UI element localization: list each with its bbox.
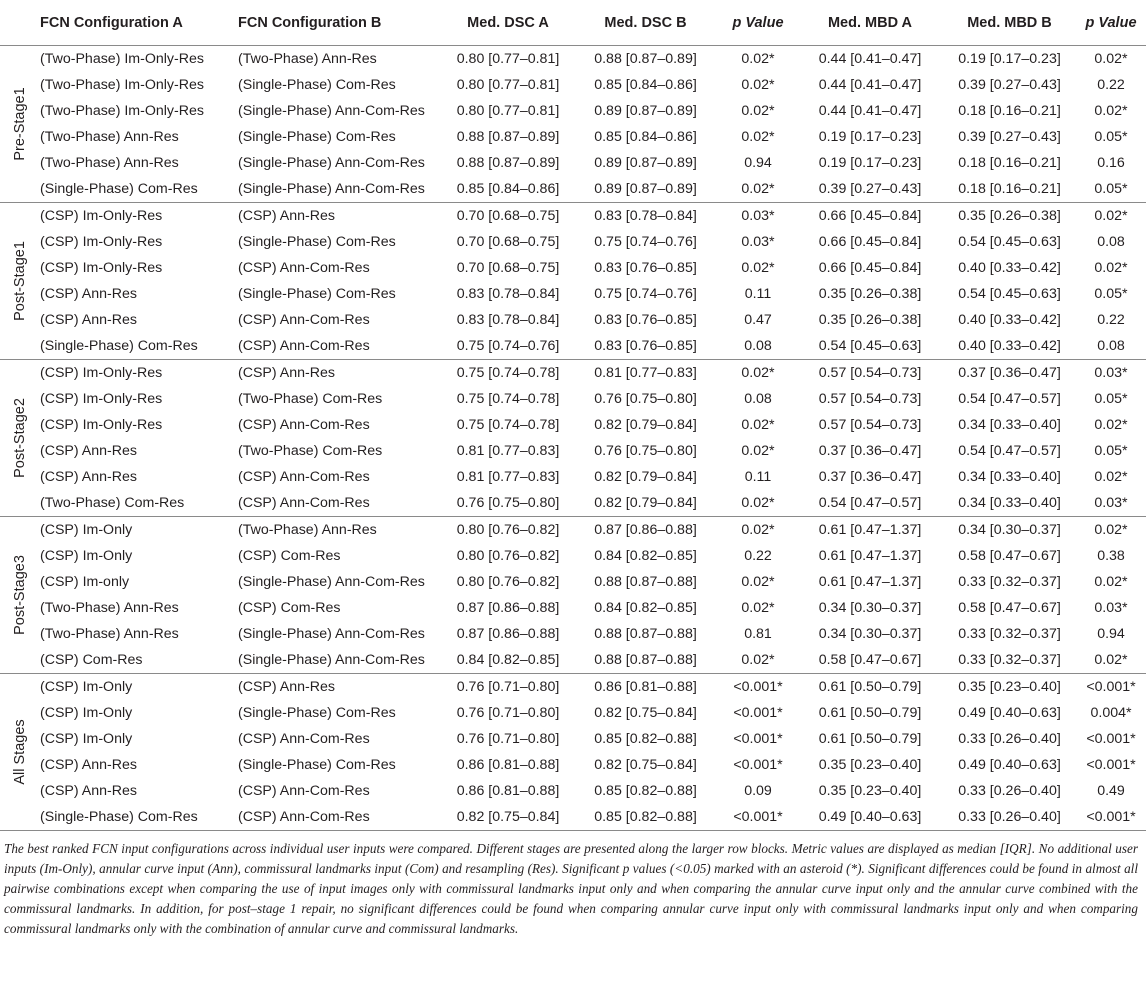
table-row xyxy=(0,412,1146,438)
cell-dsc-a: 0.85 [0.84–0.86] xyxy=(444,176,572,203)
cell-p-value-mbd: 0.02* xyxy=(1076,647,1146,674)
cell-p-value-mbd: 0.02* xyxy=(1094,522,1128,538)
table-row xyxy=(0,229,1146,255)
cell-p-value-dsc: 0.94 xyxy=(744,155,772,171)
cell-p-value-dsc: 0.02* xyxy=(741,260,775,276)
cell-config-b: (Single-Phase) Ann-Com-Res xyxy=(238,626,425,642)
cell-config-b: (CSP) Ann-Com-Res xyxy=(238,731,370,747)
cell-mbd-b: 0.40 [0.33–0.42] xyxy=(958,312,1061,328)
cell-config-b: (CSP) Com-Res xyxy=(238,548,341,564)
header-p-value-dsc: p Value xyxy=(719,0,797,46)
cell-dsc-a: 0.81 [0.77–0.83] xyxy=(456,469,560,485)
table-caption: The best ranked FCN input configurations across individual user inputs were compared. Different stages are presented along the larger row blocks. Metric values are displayed as median [IQR]. No additional user inputs (Im-Only), annular curve input (Ann), commissural landmarks input (Com) and resampling (Res). Significant p values (<0.05) marked with an asteroid (*). Significant differences could be found in almost all pairwise combinations except when comparing the use of input images only with commissural landmarks input only and when comparing the annular curve input only and the annular curve combined with the commissural landmarks. In addition, for post–stage 1 repair, no significant differences could be found when comparing annular curve input only with commissural landmarks input only and when comparing commissural landmarks only with the combination of annular curve and commissural landmarks. xyxy=(4,841,1138,936)
cell-config-b: (CSP) Ann-Com-Res xyxy=(238,417,370,433)
cell-mbd-b: 0.33 [0.26–0.40] xyxy=(958,731,1061,747)
cell-p-value-dsc: 0.09 xyxy=(744,783,772,799)
cell-mbd-b: 0.40 [0.33–0.42] xyxy=(958,260,1061,276)
cell-mbd-b: 0.37 [0.36–0.47] xyxy=(958,365,1061,381)
cell-config-a: (Two-Phase) Im-Only-Res xyxy=(40,103,204,119)
cell-dsc-b: 0.82 [0.75–0.84] xyxy=(594,705,697,721)
cell-dsc-a: 0.76 [0.71–0.80] xyxy=(456,705,560,721)
cell-config-a: (CSP) Ann-Res xyxy=(40,312,137,328)
cell-config-a: (Two-Phase) Ann-Res xyxy=(40,600,179,616)
cell-mbd-b: 0.34 [0.33–0.40] xyxy=(943,490,1076,517)
header-p-value-mbd: p Value xyxy=(1076,0,1146,46)
cell-dsc-a: 0.76 [0.71–0.80] xyxy=(456,731,560,747)
table-row xyxy=(0,255,1146,281)
cell-config-a: (CSP) Im-Only xyxy=(40,522,133,538)
cell-config-a: (CSP) Im-Only-Res xyxy=(40,417,163,433)
cell-p-value-dsc: 0.02* xyxy=(741,522,775,538)
stage-label: Pre-Stage1 xyxy=(12,87,28,161)
cell-config-b: (CSP) Ann-Com-Res xyxy=(238,804,444,831)
cell-mbd-a: 0.44 [0.41–0.47] xyxy=(818,77,922,93)
table-row xyxy=(0,517,1146,544)
cell-mbd-a: 0.34 [0.30–0.37] xyxy=(818,626,922,642)
cell-dsc-b: 0.85 [0.82–0.88] xyxy=(572,804,719,831)
table-body xyxy=(0,46,1146,831)
cell-mbd-a: 0.19 [0.17–0.23] xyxy=(818,155,922,171)
cell-config-b: (CSP) Ann-Com-Res xyxy=(238,490,444,517)
header-config-a: FCN Configuration A xyxy=(40,0,238,46)
cell-mbd-a: 0.54 [0.45–0.63] xyxy=(797,333,943,360)
cell-dsc-b: 0.87 [0.86–0.88] xyxy=(594,522,697,538)
cell-config-b: (CSP) Ann-Com-Res xyxy=(238,333,444,360)
cell-dsc-a: 0.80 [0.77–0.81] xyxy=(456,103,560,119)
stage-group-cell xyxy=(0,203,40,360)
cell-mbd-b: 0.49 [0.40–0.63] xyxy=(958,757,1061,773)
cell-config-a: (CSP) Im-Only xyxy=(40,705,133,721)
cell-dsc-a: 0.80 [0.76–0.82] xyxy=(456,522,560,538)
cell-dsc-b: 0.83 [0.76–0.85] xyxy=(572,333,719,360)
cell-mbd-b: 0.54 [0.47–0.57] xyxy=(958,443,1061,459)
cell-dsc-b: 0.85 [0.84–0.86] xyxy=(594,77,697,93)
cell-p-value-mbd: 0.03* xyxy=(1094,600,1128,616)
cell-p-value-mbd: 0.004* xyxy=(1090,705,1132,721)
table-row xyxy=(0,46,1146,73)
table-row xyxy=(0,674,1146,701)
table-row xyxy=(0,72,1146,98)
cell-dsc-a: 0.83 [0.78–0.84] xyxy=(456,286,560,302)
cell-config-b: (Single-Phase) Ann-Com-Res xyxy=(238,155,425,171)
cell-mbd-a: 0.66 [0.45–0.84] xyxy=(818,234,922,250)
cell-dsc-b: 0.81 [0.77–0.83] xyxy=(594,365,697,381)
cell-mbd-b: 0.18 [0.16–0.21] xyxy=(958,103,1061,119)
cell-mbd-b: 0.33 [0.26–0.40] xyxy=(958,783,1061,799)
cell-mbd-a: 0.39 [0.27–0.43] xyxy=(797,176,943,203)
cell-dsc-a: 0.80 [0.77–0.81] xyxy=(456,51,560,67)
cell-dsc-b: 0.89 [0.87–0.89] xyxy=(594,103,697,119)
cell-p-value-dsc: 0.03* xyxy=(741,234,775,250)
cell-mbd-b: 0.33 [0.32–0.37] xyxy=(958,626,1061,642)
cell-config-b: (CSP) Ann-Res xyxy=(238,365,335,381)
cell-mbd-a: 0.57 [0.54–0.73] xyxy=(818,417,922,433)
cell-p-value-mbd: 0.22 xyxy=(1097,77,1125,93)
cell-dsc-b: 0.76 [0.75–0.80] xyxy=(594,443,697,459)
stage-label: Post-Stage1 xyxy=(12,241,28,321)
cell-dsc-a: 0.87 [0.86–0.88] xyxy=(456,600,560,616)
cell-config-a: (CSP) Im-Only-Res xyxy=(40,208,163,224)
cell-p-value-mbd: 0.02* xyxy=(1094,417,1128,433)
cell-mbd-b: 0.49 [0.40–0.63] xyxy=(958,705,1061,721)
table-row xyxy=(0,569,1146,595)
cell-config-a: (Two-Phase) Ann-Res xyxy=(40,155,179,171)
table-row xyxy=(0,595,1146,621)
cell-mbd-a: 0.61 [0.50–0.79] xyxy=(818,731,922,747)
cell-dsc-a: 0.75 [0.74–0.78] xyxy=(456,391,560,407)
cell-config-b: (Single-Phase) Com-Res xyxy=(238,757,396,773)
cell-dsc-b: 0.89 [0.87–0.89] xyxy=(572,176,719,203)
cell-mbd-b: 0.34 [0.33–0.40] xyxy=(958,469,1061,485)
stage-group-cell xyxy=(0,517,40,674)
cell-p-value-mbd: 0.02* xyxy=(1094,469,1128,485)
cell-p-value-dsc: 0.02* xyxy=(719,647,797,674)
cell-mbd-a: 0.57 [0.54–0.73] xyxy=(818,365,922,381)
stage-label: Post-Stage2 xyxy=(12,398,28,478)
cell-dsc-a: 0.76 [0.75–0.80] xyxy=(444,490,572,517)
cell-dsc-a: 0.80 [0.76–0.82] xyxy=(456,548,560,564)
table-row xyxy=(0,700,1146,726)
stage-group-cell xyxy=(0,360,40,517)
cell-config-b: (Single-Phase) Com-Res xyxy=(238,234,396,250)
cell-dsc-b: 0.82 [0.79–0.84] xyxy=(572,490,719,517)
table-row xyxy=(0,203,1146,230)
stage-group-cell xyxy=(0,46,40,203)
cell-mbd-b: 0.18 [0.16–0.21] xyxy=(958,155,1061,171)
cell-p-value-mbd: 0.03* xyxy=(1076,490,1146,517)
cell-p-value-dsc: 0.02* xyxy=(741,77,775,93)
cell-config-b: (Single-Phase) Com-Res xyxy=(238,77,396,93)
cell-dsc-b: 0.82 [0.75–0.84] xyxy=(594,757,697,773)
cell-config-a: (CSP) Ann-Res xyxy=(40,783,137,799)
cell-mbd-b: 0.33 [0.26–0.40] xyxy=(943,804,1076,831)
cell-p-value-mbd: 0.22 xyxy=(1097,312,1125,328)
cell-dsc-a: 0.70 [0.68–0.75] xyxy=(456,260,560,276)
cell-p-value-mbd: 0.08 xyxy=(1097,234,1125,250)
cell-p-value-mbd: 0.05* xyxy=(1094,129,1128,145)
cell-dsc-a: 0.84 [0.82–0.85] xyxy=(444,647,572,674)
cell-p-value-dsc: <0.001* xyxy=(733,731,783,747)
cell-dsc-a: 0.86 [0.81–0.88] xyxy=(456,783,560,799)
cell-dsc-b: 0.83 [0.76–0.85] xyxy=(594,312,697,328)
cell-dsc-b: 0.83 [0.78–0.84] xyxy=(594,208,697,224)
cell-mbd-a: 0.37 [0.36–0.47] xyxy=(818,443,922,459)
cell-dsc-a: 0.81 [0.77–0.83] xyxy=(456,443,560,459)
table-row xyxy=(0,778,1146,804)
cell-dsc-a: 0.82 [0.75–0.84] xyxy=(444,804,572,831)
cell-config-a: (Two-Phase) Im-Only-Res xyxy=(40,51,204,67)
cell-p-value-dsc: 0.11 xyxy=(744,286,772,302)
cell-p-value-dsc: 0.81 xyxy=(744,626,772,642)
header-mbd-b: Med. MBD B xyxy=(943,0,1076,46)
table-row xyxy=(0,150,1146,176)
cell-mbd-a: 0.19 [0.17–0.23] xyxy=(818,129,922,145)
header-config-b: FCN Configuration B xyxy=(238,0,444,46)
cell-p-value-mbd: 0.05* xyxy=(1094,286,1128,302)
cell-config-b: (CSP) Ann-Com-Res xyxy=(238,469,370,485)
cell-mbd-a: 0.35 [0.23–0.40] xyxy=(818,783,922,799)
cell-config-b: (CSP) Ann-Com-Res xyxy=(238,783,370,799)
cell-p-value-dsc: 0.02* xyxy=(741,600,775,616)
cell-dsc-a: 0.80 [0.76–0.82] xyxy=(456,574,560,590)
cell-dsc-b: 0.82 [0.79–0.84] xyxy=(594,469,697,485)
cell-mbd-a: 0.66 [0.45–0.84] xyxy=(818,208,922,224)
cell-mbd-a: 0.61 [0.50–0.79] xyxy=(818,705,922,721)
cell-config-a: (CSP) Im-Only-Res xyxy=(40,391,163,407)
cell-mbd-a: 0.37 [0.36–0.47] xyxy=(818,469,922,485)
cell-p-value-mbd: 0.05* xyxy=(1076,176,1146,203)
cell-p-value-dsc: 0.22 xyxy=(744,548,772,564)
cell-p-value-mbd: <0.001* xyxy=(1086,731,1136,747)
cell-mbd-b: 0.54 [0.47–0.57] xyxy=(958,391,1061,407)
cell-mbd-a: 0.58 [0.47–0.67] xyxy=(797,647,943,674)
table-row xyxy=(0,333,1146,360)
cell-p-value-dsc: <0.001* xyxy=(733,705,783,721)
cell-p-value-mbd: 0.05* xyxy=(1094,443,1128,459)
cell-mbd-b: 0.58 [0.47–0.67] xyxy=(958,548,1061,564)
cell-config-a: (CSP) Ann-Res xyxy=(40,757,137,773)
header-dsc-b: Med. DSC B xyxy=(572,0,719,46)
cell-mbd-a: 0.57 [0.54–0.73] xyxy=(818,391,922,407)
cell-p-value-dsc: 0.47 xyxy=(744,312,772,328)
cell-dsc-b: 0.85 [0.84–0.86] xyxy=(594,129,697,145)
cell-dsc-b: 0.76 [0.75–0.80] xyxy=(594,391,697,407)
cell-config-b: (Two-Phase) Com-Res xyxy=(238,443,383,459)
stage-group-cell xyxy=(0,674,40,831)
cell-mbd-b: 0.19 [0.17–0.23] xyxy=(958,51,1061,67)
cell-dsc-a: 0.70 [0.68–0.75] xyxy=(456,234,560,250)
cell-mbd-b: 0.40 [0.33–0.42] xyxy=(943,333,1076,360)
cell-p-value-mbd: <0.001* xyxy=(1076,804,1146,831)
cell-dsc-a: 0.87 [0.86–0.88] xyxy=(456,626,560,642)
cell-dsc-b: 0.85 [0.82–0.88] xyxy=(594,783,697,799)
cell-dsc-b: 0.75 [0.74–0.76] xyxy=(594,234,697,250)
cell-config-b: (Single-Phase) Ann-Com-Res xyxy=(238,647,444,674)
cell-p-value-dsc: 0.08 xyxy=(719,333,797,360)
cell-config-b: (Single-Phase) Com-Res xyxy=(238,286,396,302)
cell-config-a: (CSP) Ann-Res xyxy=(40,469,137,485)
cell-dsc-b: 0.82 [0.79–0.84] xyxy=(594,417,697,433)
cell-config-a: (Single-Phase) Com-Res xyxy=(40,333,238,360)
cell-config-b: (Two-Phase) Ann-Res xyxy=(238,51,377,67)
cell-mbd-a: 0.35 [0.26–0.38] xyxy=(818,312,922,328)
cell-p-value-mbd: <0.001* xyxy=(1086,679,1136,695)
cell-mbd-a: 0.35 [0.23–0.40] xyxy=(818,757,922,773)
cell-p-value-mbd: 0.02* xyxy=(1094,51,1128,67)
cell-dsc-a: 0.80 [0.77–0.81] xyxy=(456,77,560,93)
cell-p-value-dsc: 0.02* xyxy=(741,103,775,119)
cell-dsc-b: 0.84 [0.82–0.85] xyxy=(594,600,697,616)
cell-dsc-b: 0.84 [0.82–0.85] xyxy=(594,548,697,564)
cell-config-a: (CSP) Ann-Res xyxy=(40,286,137,302)
table-row xyxy=(0,281,1146,307)
cell-config-a: (Two-Phase) Im-Only-Res xyxy=(40,77,204,93)
table-row xyxy=(0,752,1146,778)
cell-config-a: (CSP) Im-Only xyxy=(40,548,133,564)
cell-dsc-b: 0.88 [0.87–0.88] xyxy=(594,626,697,642)
header-mbd-a: Med. MBD A xyxy=(797,0,943,46)
cell-config-a: (CSP) Im-Only xyxy=(40,679,133,695)
cell-dsc-b: 0.88 [0.87–0.88] xyxy=(572,647,719,674)
cell-p-value-dsc: 0.08 xyxy=(744,391,772,407)
cell-config-b: (CSP) Com-Res xyxy=(238,600,341,616)
cell-mbd-b: 0.39 [0.27–0.43] xyxy=(958,129,1061,145)
cell-dsc-a: 0.75 [0.74–0.78] xyxy=(456,365,560,381)
cell-p-value-dsc: 0.02* xyxy=(741,443,775,459)
table-row xyxy=(0,647,1146,674)
cell-dsc-b: 0.86 [0.81–0.88] xyxy=(594,679,697,695)
cell-mbd-a: 0.61 [0.47–1.37] xyxy=(818,548,922,564)
cell-mbd-a: 0.54 [0.47–0.57] xyxy=(797,490,943,517)
table-row xyxy=(0,726,1146,752)
cell-config-a: (CSP) Im-Only-Res xyxy=(40,260,163,276)
cell-p-value-mbd: 0.05* xyxy=(1094,391,1128,407)
cell-config-a: (Single-Phase) Com-Res xyxy=(40,804,238,831)
cell-dsc-a: 0.88 [0.87–0.89] xyxy=(456,129,560,145)
header-dsc-a: Med. DSC A xyxy=(444,0,572,46)
cell-p-value-dsc: <0.001* xyxy=(719,804,797,831)
cell-config-a: (CSP) Im-only xyxy=(40,574,130,590)
cell-config-a: (CSP) Ann-Res xyxy=(40,443,137,459)
cell-config-a: (Single-Phase) Com-Res xyxy=(40,176,238,203)
table-row xyxy=(0,360,1146,387)
cell-config-a: (CSP) Im-Only xyxy=(40,731,133,747)
cell-config-b: (Two-Phase) Com-Res xyxy=(238,391,383,407)
cell-dsc-b: 0.89 [0.87–0.89] xyxy=(594,155,697,171)
cell-p-value-dsc: 0.02* xyxy=(719,490,797,517)
cell-p-value-mbd: 0.03* xyxy=(1094,365,1128,381)
cell-dsc-b: 0.83 [0.76–0.85] xyxy=(594,260,697,276)
header-stage-spacer xyxy=(0,0,40,46)
cell-mbd-b: 0.35 [0.26–0.38] xyxy=(958,208,1061,224)
cell-dsc-b: 0.88 [0.87–0.88] xyxy=(594,574,697,590)
cell-p-value-dsc: 0.02* xyxy=(741,574,775,590)
cell-config-b: (CSP) Ann-Com-Res xyxy=(238,260,370,276)
cell-mbd-b: 0.33 [0.32–0.37] xyxy=(943,647,1076,674)
header-row xyxy=(0,0,1146,46)
cell-config-a: (Two-Phase) Com-Res xyxy=(40,490,238,517)
cell-p-value-dsc: 0.02* xyxy=(719,176,797,203)
cell-dsc-a: 0.75 [0.74–0.76] xyxy=(444,333,572,360)
cell-p-value-mbd: 0.94 xyxy=(1097,626,1125,642)
table-row xyxy=(0,804,1146,831)
cell-p-value-dsc: 0.02* xyxy=(741,365,775,381)
cell-p-value-mbd: <0.001* xyxy=(1086,757,1136,773)
cell-config-b: (CSP) Ann-Res xyxy=(238,208,335,224)
cell-config-a: (Two-Phase) Ann-Res xyxy=(40,626,179,642)
table-row xyxy=(0,621,1146,647)
cell-mbd-b: 0.34 [0.30–0.37] xyxy=(958,522,1061,538)
cell-p-value-dsc: <0.001* xyxy=(733,757,783,773)
table-row xyxy=(0,386,1146,412)
cell-mbd-a: 0.61 [0.47–1.37] xyxy=(818,522,922,538)
cell-p-value-mbd: 0.16 xyxy=(1097,155,1125,171)
table-row xyxy=(0,176,1146,203)
cell-config-b: (Single-Phase) Ann-Com-Res xyxy=(238,103,425,119)
cell-mbd-b: 0.34 [0.33–0.40] xyxy=(958,417,1061,433)
cell-dsc-b: 0.75 [0.74–0.76] xyxy=(594,286,697,302)
cell-mbd-b: 0.58 [0.47–0.67] xyxy=(958,600,1061,616)
cell-mbd-b: 0.54 [0.45–0.63] xyxy=(958,286,1061,302)
cell-config-b: (Two-Phase) Ann-Res xyxy=(238,522,377,538)
cell-mbd-a: 0.35 [0.26–0.38] xyxy=(818,286,922,302)
cell-mbd-a: 0.49 [0.40–0.63] xyxy=(797,804,943,831)
cell-mbd-a: 0.44 [0.41–0.47] xyxy=(818,103,922,119)
cell-config-b: (Single-Phase) Com-Res xyxy=(238,705,396,721)
cell-config-b: (Single-Phase) Ann-Com-Res xyxy=(238,574,425,590)
table-row xyxy=(0,464,1146,490)
cell-dsc-a: 0.83 [0.78–0.84] xyxy=(456,312,560,328)
cell-p-value-dsc: 0.02* xyxy=(741,129,775,145)
cell-mbd-a: 0.61 [0.50–0.79] xyxy=(818,679,922,695)
cell-dsc-a: 0.75 [0.74–0.78] xyxy=(456,417,560,433)
cell-p-value-mbd: 0.08 xyxy=(1076,333,1146,360)
cell-p-value-mbd: 0.38 xyxy=(1097,548,1125,564)
cell-dsc-a: 0.86 [0.81–0.88] xyxy=(456,757,560,773)
cell-config-b: (Single-Phase) Ann-Com-Res xyxy=(238,176,444,203)
cell-dsc-b: 0.88 [0.87–0.89] xyxy=(594,51,697,67)
cell-p-value-mbd: 0.02* xyxy=(1094,103,1128,119)
cell-config-b: (Single-Phase) Com-Res xyxy=(238,129,396,145)
cell-p-value-mbd: 0.49 xyxy=(1097,783,1125,799)
cell-p-value-dsc: 0.03* xyxy=(741,208,775,224)
cell-config-b: (CSP) Ann-Res xyxy=(238,679,335,695)
cell-p-value-mbd: 0.02* xyxy=(1094,574,1128,590)
table-row xyxy=(0,490,1146,517)
cell-config-a: (Two-Phase) Ann-Res xyxy=(40,129,179,145)
cell-mbd-a: 0.61 [0.47–1.37] xyxy=(818,574,922,590)
cell-dsc-a: 0.76 [0.71–0.80] xyxy=(456,679,560,695)
cell-config-a: (CSP) Com-Res xyxy=(40,647,238,674)
cell-p-value-dsc: <0.001* xyxy=(733,679,783,695)
cell-dsc-a: 0.88 [0.87–0.89] xyxy=(456,155,560,171)
cell-config-a: (CSP) Im-Only-Res xyxy=(40,365,163,381)
stage-label: Post-Stage3 xyxy=(12,555,28,635)
cell-p-value-mbd: 0.02* xyxy=(1094,260,1128,276)
cell-mbd-a: 0.34 [0.30–0.37] xyxy=(818,600,922,616)
cell-mbd-b: 0.33 [0.32–0.37] xyxy=(958,574,1061,590)
cell-p-value-dsc: 0.02* xyxy=(741,417,775,433)
table-row xyxy=(0,98,1146,124)
cell-dsc-b: 0.85 [0.82–0.88] xyxy=(594,731,697,747)
table-row xyxy=(0,307,1146,333)
cell-dsc-a: 0.70 [0.68–0.75] xyxy=(456,208,560,224)
cell-p-value-dsc: 0.02* xyxy=(741,51,775,67)
cell-p-value-dsc: 0.11 xyxy=(744,469,772,485)
cell-mbd-a: 0.44 [0.41–0.47] xyxy=(818,51,922,67)
cell-mbd-a: 0.66 [0.45–0.84] xyxy=(818,260,922,276)
cell-config-b: (CSP) Ann-Com-Res xyxy=(238,312,370,328)
cell-p-value-mbd: 0.02* xyxy=(1094,208,1128,224)
cell-mbd-b: 0.39 [0.27–0.43] xyxy=(958,77,1061,93)
stage-label: All Stages xyxy=(12,719,28,785)
table-row xyxy=(0,124,1146,150)
table-row xyxy=(0,543,1146,569)
cell-config-a: (CSP) Im-Only-Res xyxy=(40,234,163,250)
cell-mbd-b: 0.54 [0.45–0.63] xyxy=(958,234,1061,250)
table-row xyxy=(0,438,1146,464)
cell-mbd-b: 0.18 [0.16–0.21] xyxy=(943,176,1076,203)
cell-mbd-b: 0.35 [0.23–0.40] xyxy=(958,679,1061,695)
